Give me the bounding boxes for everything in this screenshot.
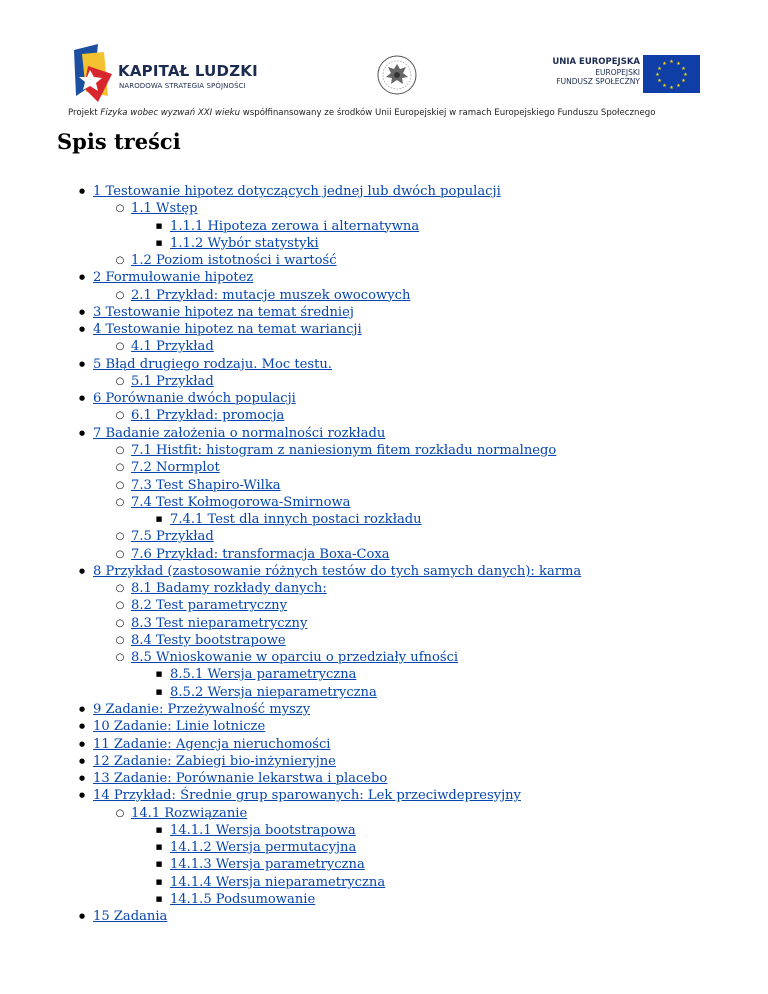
toc-item-level-1 (57, 787, 737, 804)
project-title: Fizyka wobec wyzwań XXI wieku (100, 108, 241, 118)
toc-item-level-2 (57, 200, 737, 217)
toc-bullet-icon: ○ (115, 583, 125, 595)
toc-item-level-2 (57, 805, 737, 822)
toc-item-level-3 (57, 511, 737, 528)
toc-link[interactable]: 7 Badanie założenia o normalności rozkładu (93, 425, 386, 441)
toc-item-level-1 (57, 718, 737, 735)
svg-text:★: ★ (681, 66, 686, 72)
toc-link[interactable]: 1.1.2 Wybór statystyki (170, 235, 319, 251)
toc-link[interactable]: 2.1 Przykład: mutacje muszek owocowych (131, 287, 411, 303)
svg-text:★: ★ (655, 72, 660, 78)
toc-item-level-1 (57, 770, 737, 787)
toc-bullet-icon: ○ (115, 652, 125, 664)
toc-bullet-icon: ● (78, 187, 86, 195)
kapital-ludzki-emblem-icon (68, 44, 118, 104)
toc-link[interactable]: 1.2 Poziom istotności i wartość (131, 253, 337, 269)
toc-link[interactable]: 7.4.1 Test dla innych postaci rozkładu (170, 512, 422, 528)
toc-link[interactable]: 7.4 Test Kołmogorowa-Smirnowa (131, 494, 351, 510)
toc-bullet-icon: ■ (155, 670, 163, 679)
toc-item-level-3 (57, 684, 737, 701)
toc-link[interactable]: 9 Zadanie: Przeżywalność myszy (93, 701, 311, 717)
toc-link[interactable]: 14.1.4 Wersja nieparametryczna (170, 874, 386, 890)
toc-item-level-1 (57, 183, 737, 200)
toc-link[interactable]: 8.2 Test parametryczny (131, 598, 287, 614)
toc-item-level-1 (57, 269, 737, 286)
toc-bullet-icon: ○ (115, 341, 125, 353)
toc-bullet-icon: ● (78, 912, 86, 921)
toc-item-level-2 (57, 373, 737, 390)
table-of-contents (57, 183, 737, 925)
toc-link[interactable]: 14 Przykład: Średnie grup sparowanych: Lek przeciwdepresyjny (93, 788, 521, 804)
toc-item-level-2 (57, 442, 737, 459)
svg-text:★: ★ (676, 61, 681, 67)
toc-link[interactable]: 12 Zadanie: Zabiegi bio-inżynieryjne (93, 753, 336, 769)
toc-item-level-2 (57, 615, 737, 632)
toc-link[interactable]: 7.6 Przykład: transformacja Boxa-Coxa (131, 546, 390, 562)
toc-item-level-2 (57, 338, 737, 355)
toc-item-level-2 (57, 494, 737, 511)
toc-bullet-icon: ● (78, 756, 86, 765)
toc-item-level-2 (57, 597, 737, 614)
project-suffix: współfinansowany ze środków Unii Europejskiej w ramach Europejskiego Funduszu Społecznego (240, 108, 656, 118)
toc-link[interactable]: 5 Błąd drugiego rodzaju. Moc testu. (93, 356, 332, 372)
eu-logo (540, 55, 700, 95)
toc-bullet-icon: ● (78, 359, 86, 368)
kapital-ludzki-logo (68, 44, 258, 104)
kapital-ludzki-title: KAPITAŁ LUDZKI (118, 62, 258, 80)
toc-bullet-icon: ○ (115, 479, 125, 491)
svg-text:★: ★ (657, 78, 662, 84)
kapital-ludzki-subtitle: NARODOWA STRATEGIA SPÓJNOŚCI (119, 82, 246, 90)
toc-link[interactable]: 8.4 Testy bootstrapowe (131, 632, 286, 648)
toc-item-level-1 (57, 753, 737, 770)
toc-bullet-icon: ■ (155, 877, 163, 886)
toc-link[interactable]: 15 Zadania (93, 909, 168, 925)
toc-bullet-icon: ○ (115, 531, 125, 543)
eu-title: UNIA EUROPEJSKA (552, 57, 640, 67)
toc-link[interactable]: 6.1 Przykład: promocja (131, 408, 285, 424)
toc-link[interactable]: 2 Formułowanie hipotez (93, 270, 254, 286)
toc-bullet-icon: ■ (155, 687, 163, 696)
toc-link[interactable]: 11 Zadanie: Agencja nieruchomości (93, 736, 331, 752)
toc-item-level-1 (57, 356, 737, 373)
toc-item-level-2 (57, 477, 737, 494)
toc-link[interactable]: 8.3 Test nieparametryczny (131, 615, 308, 631)
toc-bullet-icon: ● (78, 394, 86, 403)
toc-link[interactable]: 3 Testowanie hipotez na temat średniej (93, 304, 354, 320)
toc-link[interactable]: 14.1.1 Wersja bootstrapowa (170, 822, 356, 838)
toc-bullet-icon: ■ (155, 515, 163, 524)
toc-link[interactable]: 4.1 Przykład (131, 339, 214, 355)
toc-item-level-2 (57, 459, 737, 476)
toc-bullet-icon: ■ (155, 860, 163, 869)
project-funding-line (68, 108, 708, 118)
toc-link[interactable]: 8.5.2 Wersja nieparametryczna (170, 684, 377, 700)
toc-link[interactable]: 1 Testowanie hipotez dotyczących jednej lub dwóch populacji (93, 184, 501, 199)
toc-bullet-icon: ○ (115, 462, 125, 474)
toc-item-level-3 (57, 235, 737, 252)
toc-bullet-icon: ○ (115, 444, 125, 456)
toc-bullet-icon: ○ (115, 496, 125, 508)
toc-bullet-icon: ● (78, 774, 86, 783)
eu-flag-icon (643, 55, 700, 93)
toc-link[interactable]: 7.2 Normplot (131, 460, 220, 476)
toc-link[interactable]: 13 Zadanie: Porównanie lekarstwa i placebo (93, 771, 388, 787)
toc-bullet-icon: ● (78, 704, 86, 713)
toc-link[interactable]: 7.1 Histfit: histogram z naniesionym fitem rozkładu normalnego (131, 442, 557, 458)
toc-bullet-icon: ■ (155, 843, 163, 852)
toc-item-level-3 (57, 891, 737, 908)
toc-item-level-1 (57, 908, 737, 925)
toc-bullet-icon: ○ (115, 634, 125, 646)
toc-item-level-2 (57, 407, 737, 424)
toc-link[interactable]: 14.1.3 Wersja parametryczna (170, 857, 365, 873)
toc-link[interactable]: 14.1 Rozwiązanie (131, 805, 248, 821)
toc-bullet-icon: ● (78, 566, 86, 575)
svg-text:★: ★ (657, 66, 662, 72)
eu-text (552, 57, 640, 86)
toc-link[interactable]: 8.1 Badamy rozkłady danych: (131, 581, 327, 597)
svg-text:★: ★ (662, 61, 667, 67)
toc-item-level-3 (57, 856, 737, 873)
toc-bullet-icon: ○ (115, 617, 125, 629)
toc-bullet-icon: ○ (115, 410, 125, 422)
toc-bullet-icon: ● (78, 273, 86, 282)
toc-link[interactable]: 14.1.5 Podsumowanie (170, 891, 316, 907)
toc-item-level-1 (57, 563, 737, 580)
page-header (0, 0, 768, 130)
svg-text:★: ★ (681, 78, 686, 84)
toc-item-level-1 (57, 736, 737, 753)
toc-link[interactable]: 1.1.1 Hipoteza zerowa i alternatywna (170, 218, 420, 234)
toc-bullet-icon: ○ (115, 375, 125, 387)
toc-bullet-icon: ● (78, 791, 86, 800)
toc-item-level-2 (57, 528, 737, 545)
svg-text:★: ★ (662, 83, 667, 89)
university-seal-icon (376, 52, 418, 98)
toc-link[interactable]: 14.1.2 Wersja permutacyjna (170, 840, 357, 856)
toc-item-level-1 (57, 390, 737, 407)
toc-bullet-icon: ○ (115, 255, 125, 267)
toc-bullet-icon: ○ (115, 807, 125, 819)
toc-item-level-1 (57, 321, 737, 338)
toc-bullet-icon: ● (78, 307, 86, 316)
toc-bullet-icon: ■ (155, 894, 163, 903)
toc-link[interactable]: 4 Testowanie hipotez na temat wariancji (93, 322, 362, 338)
toc-item-level-1 (57, 425, 737, 442)
toc-link[interactable]: 7.5 Przykład (131, 529, 214, 545)
eu-line-2: EUROPEJSKI (595, 68, 640, 77)
toc-link[interactable]: 6 Porównanie dwóch populacji (93, 391, 296, 407)
toc-bullet-icon: ● (78, 428, 86, 437)
toc-bullet-icon: ● (78, 722, 86, 731)
toc-link[interactable]: 5.1 Przykład (131, 373, 214, 389)
toc-bullet-icon: ■ (155, 238, 163, 247)
toc-item-level-1 (57, 304, 737, 321)
toc-link[interactable]: 8.5.1 Wersja parametryczna (170, 667, 357, 683)
toc-item-level-2 (57, 649, 737, 666)
toc-link[interactable]: 8.5 Wnioskowanie w oparciu o przedziały ufności (131, 650, 459, 666)
toc-link[interactable]: 7.3 Test Shapiro-Wilka (131, 477, 281, 493)
toc-item-level-3 (57, 666, 737, 683)
toc-bullet-icon: ○ (115, 600, 125, 612)
toc-item-level-2 (57, 580, 737, 597)
toc-title: Spis treści (57, 129, 181, 154)
svg-text:★: ★ (669, 85, 674, 91)
toc-bullet-icon: ■ (155, 825, 163, 834)
toc-link[interactable]: 10 Zadanie: Linie lotnicze (93, 719, 266, 735)
toc-item-level-2 (57, 287, 737, 304)
toc-item-level-3 (57, 839, 737, 856)
toc-bullet-icon: ○ (115, 548, 125, 560)
toc-item-level-2 (57, 252, 737, 269)
toc-bullet-icon: ○ (115, 289, 125, 301)
toc-item-level-1 (57, 701, 737, 718)
svg-text:★: ★ (669, 59, 674, 65)
toc-link[interactable]: 1.1 Wstęp (131, 201, 198, 217)
svg-text:★: ★ (676, 83, 681, 89)
toc-item-level-3 (57, 874, 737, 891)
eu-line-3: FUNDUSZ SPOŁECZNY (556, 77, 640, 86)
toc-item-level-2 (57, 632, 737, 649)
toc-item-level-3 (57, 218, 737, 235)
toc-bullet-icon: ● (78, 325, 86, 334)
toc-bullet-icon: ● (78, 739, 86, 748)
toc-item-level-3 (57, 822, 737, 839)
toc-item-level-2 (57, 546, 737, 563)
svg-text:★: ★ (683, 72, 688, 78)
project-prefix: Projekt (68, 108, 101, 118)
toc-bullet-icon: ■ (155, 221, 163, 230)
toc-bullet-icon: ○ (115, 203, 125, 215)
toc-link[interactable]: 8 Przykład (zastosowanie różnych testów do tych samych danych): karma (93, 563, 582, 579)
